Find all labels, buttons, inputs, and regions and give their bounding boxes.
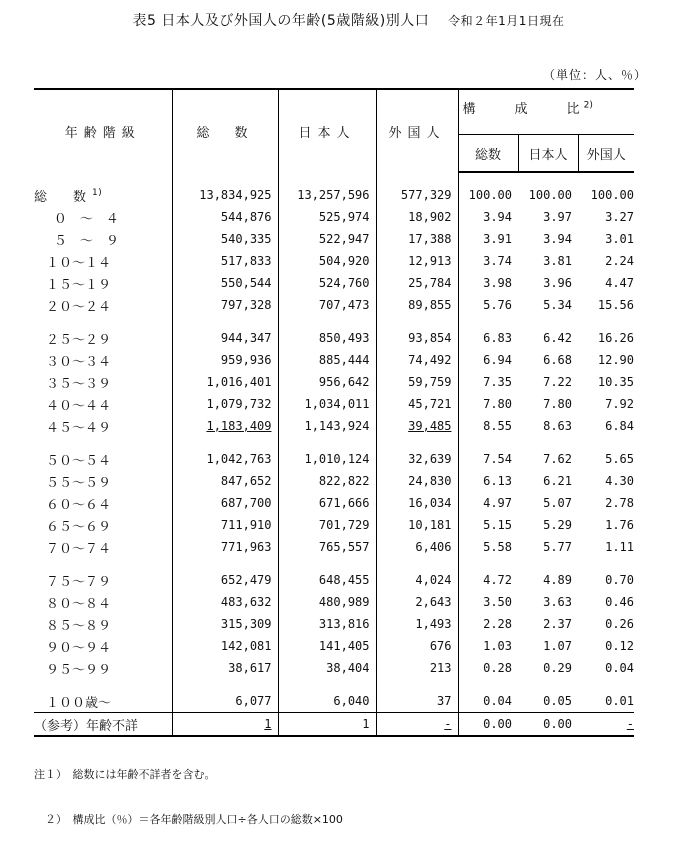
table-row (34, 613, 634, 635)
japanese-value: 822,822 (278, 470, 376, 492)
japanese-value: 1,010,124 (278, 448, 376, 470)
ratio-japanese-value: 5.29 (543, 518, 572, 532)
ratio-total-value: 5.76 (483, 298, 512, 312)
japanese-value: 1,143,924 (278, 415, 376, 437)
japanese-value: 504,920 (278, 250, 376, 272)
table-row (34, 228, 634, 250)
spacer-row (34, 316, 634, 327)
age-label: ８０～８４ (34, 591, 172, 613)
japanese-value: 141,405 (278, 635, 376, 657)
total-value: 771,963 (172, 536, 278, 558)
ratio-total-value: 3.50 (483, 595, 512, 609)
ratio-foreign-value: 10.35 (597, 375, 634, 389)
japanese-value: 13,257,596 (278, 184, 376, 206)
table-row (34, 184, 634, 206)
table-row (34, 349, 634, 371)
table-row (34, 569, 634, 591)
table-row (34, 327, 634, 349)
ratio-japanese-value: 7.80 (543, 397, 572, 411)
total-value: 711,910 (172, 514, 278, 536)
ratio-total-value: 7.54 (483, 452, 512, 466)
total-value: 944,347 (172, 327, 278, 349)
ratio-total-value: 2.28 (483, 617, 512, 631)
header-ratio-note: 2) (583, 100, 593, 111)
spacer-row (34, 437, 634, 448)
population-table (34, 88, 634, 737)
age-label: ３０～３４ (34, 349, 172, 371)
table-row (34, 272, 634, 294)
reference-date: 令和２年1月1日現在 (448, 14, 565, 28)
age-label: ０ ～ ４ (34, 206, 172, 228)
age-label: ４０～４４ (34, 393, 172, 415)
total-value: 652,479 (172, 569, 278, 591)
ratio-japanese-value: 0.00 (518, 713, 578, 737)
header-foreign: 外国人 (376, 89, 458, 172)
ratio-japanese-value: 6.42 (543, 331, 572, 345)
table-row (34, 371, 634, 393)
japanese-value: 1 (278, 713, 376, 737)
ratio-japanese-value: 3.81 (543, 254, 572, 268)
ratio-total-value: 0.00 (458, 713, 518, 737)
total-value: 1 (172, 713, 278, 737)
ratio-total-value: 5.58 (483, 540, 512, 554)
age-label: ２５～２９ (34, 327, 172, 349)
ratio-foreign-value: 1.76 (605, 518, 634, 532)
foreign-value: 2,643 (376, 591, 458, 613)
ratio-japanese-value: 3.94 (543, 232, 572, 246)
foreign-value: 37 (376, 690, 458, 713)
foreign-value: 213 (376, 657, 458, 679)
header-ratio-japanese: 日本人 (518, 135, 578, 173)
table-row (34, 591, 634, 613)
table-row (34, 250, 634, 272)
foreign-value: 676 (376, 635, 458, 657)
ratio-total-value: 0.04 (483, 694, 512, 708)
table-row (34, 635, 634, 657)
table-row (34, 713, 634, 737)
ratio-japanese-value: 5.77 (543, 540, 572, 554)
ratio-total-value: 6.94 (483, 353, 512, 367)
foreign-value: 577,329 (376, 184, 458, 206)
ratio-japanese-value: 8.63 (543, 419, 572, 433)
ratio-japanese-value: 5.07 (543, 496, 572, 510)
total-value: 1,079,732 (172, 393, 278, 415)
table-title (0, 10, 697, 30)
header-ratio (458, 89, 634, 135)
ratio-foreign-value: - (578, 713, 634, 737)
ratio-japanese-value: 3.97 (543, 210, 572, 224)
age-label: １００歳～ (34, 690, 172, 713)
footnote-2: ２） 構成比（％）＝各年齢階級別人口÷各人口の総数×100 (34, 813, 343, 826)
japanese-value: 524,760 (278, 272, 376, 294)
age-label: ２０～２４ (34, 294, 172, 316)
unit-label: （単位：人、％） (542, 68, 647, 82)
ratio-foreign-value: 15.56 (597, 298, 634, 312)
ratio-total-value: 7.80 (483, 397, 512, 411)
ratio-foreign-value: 0.01 (605, 694, 634, 708)
ratio-foreign-value: 6.84 (605, 419, 634, 433)
table-row (34, 448, 634, 470)
total-value: 847,652 (172, 470, 278, 492)
ratio-japanese-value: 2.37 (543, 617, 572, 631)
header-ratio-foreign: 外国人 (578, 135, 634, 173)
ratio-japanese-value: 0.05 (543, 694, 572, 708)
table-body (34, 172, 634, 736)
ratio-foreign-value: 4.30 (605, 474, 634, 488)
ratio-total-value: 3.91 (483, 232, 512, 246)
age-label: ７０～７４ (34, 536, 172, 558)
total-note: 1) (92, 188, 103, 199)
total-value: 544,876 (172, 206, 278, 228)
japanese-value: 885,444 (278, 349, 376, 371)
total-value: 13,834,925 (172, 184, 278, 206)
ratio-foreign-value: 0.26 (605, 617, 634, 631)
ratio-japanese-value: 5.34 (543, 298, 572, 312)
ratio-total-value: 0.28 (483, 661, 512, 675)
total-value: 1,183,409 (172, 415, 278, 437)
foreign-value: 18,902 (376, 206, 458, 228)
age-label (34, 184, 172, 206)
japanese-value: 671,666 (278, 492, 376, 514)
age-label: ５ ～ ９ (34, 228, 172, 250)
age-label: ３５～３９ (34, 371, 172, 393)
japanese-value: 522,947 (278, 228, 376, 250)
title-text: 表5 日本人及び外国人の年齢(5歳階級)別人口 (132, 13, 430, 29)
age-label: （参考）年齢不詳 (34, 713, 172, 737)
ratio-foreign-value: 0.70 (605, 573, 634, 587)
ratio-total-value: 3.94 (483, 210, 512, 224)
japanese-value: 765,557 (278, 536, 376, 558)
foreign-value: 39,485 (376, 415, 458, 437)
ratio-total-value: 100.00 (468, 188, 512, 202)
japanese-value: 313,816 (278, 613, 376, 635)
ratio-japanese-value: 4.89 (543, 573, 572, 587)
table-row (34, 206, 634, 228)
header-total: 総 数 (172, 89, 278, 172)
ratio-foreign-value: 2.78 (605, 496, 634, 510)
ratio-japanese-value: 7.62 (543, 452, 572, 466)
table-row (34, 294, 634, 316)
ratio-japanese-value: 1.07 (543, 639, 572, 653)
ratio-japanese-value: 3.63 (543, 595, 572, 609)
total-label: 総 数 (34, 189, 87, 205)
total-value: 315,309 (172, 613, 278, 635)
foreign-value: 12,913 (376, 250, 458, 272)
total-value: 550,544 (172, 272, 278, 294)
ratio-foreign-value: 0.46 (605, 595, 634, 609)
age-label: ７５～７９ (34, 569, 172, 591)
japanese-value: 38,404 (278, 657, 376, 679)
age-label: ９０～９４ (34, 635, 172, 657)
total-value: 38,617 (172, 657, 278, 679)
foreign-value: 24,830 (376, 470, 458, 492)
ratio-total-value: 3.98 (483, 276, 512, 290)
ratio-total-value: 3.74 (483, 254, 512, 268)
ratio-total-value: 4.72 (483, 573, 512, 587)
spacer-row (34, 679, 634, 690)
table-row (34, 690, 634, 713)
table-row (34, 492, 634, 514)
foreign-value: 32,639 (376, 448, 458, 470)
japanese-value: 956,642 (278, 371, 376, 393)
age-label: ９５～９９ (34, 657, 172, 679)
footnotes (34, 737, 343, 842)
foreign-value: 17,388 (376, 228, 458, 250)
foreign-value: 45,721 (376, 393, 458, 415)
age-label: １５～１９ (34, 272, 172, 294)
footnote-1: 注１） 総数には年齢不詳者を含む。 (34, 768, 216, 781)
japanese-value: 850,493 (278, 327, 376, 349)
total-value: 517,833 (172, 250, 278, 272)
header-age: 年齢階級 (34, 89, 172, 172)
ratio-total-value: 1.03 (483, 639, 512, 653)
foreign-value: 4,024 (376, 569, 458, 591)
table-row (34, 415, 634, 437)
total-value: 959,936 (172, 349, 278, 371)
japanese-value: 480,989 (278, 591, 376, 613)
ratio-total-value: 5.15 (483, 518, 512, 532)
ratio-total-value: 6.83 (483, 331, 512, 345)
spacer-row (34, 558, 634, 569)
foreign-value: 10,181 (376, 514, 458, 536)
header-ratio-label: 構 成 比 (462, 102, 580, 117)
ratio-foreign-value: 12.90 (597, 353, 634, 367)
foreign-value: 93,854 (376, 327, 458, 349)
total-value: 687,700 (172, 492, 278, 514)
ratio-foreign-value: 3.01 (605, 232, 634, 246)
table-row (34, 514, 634, 536)
ratio-total-value: 7.35 (483, 375, 512, 389)
age-label: ５０～５４ (34, 448, 172, 470)
table-row (34, 657, 634, 679)
table-row (34, 536, 634, 558)
ratio-total-value: 8.55 (483, 419, 512, 433)
japanese-value: 707,473 (278, 294, 376, 316)
ratio-japanese-value: 0.29 (543, 661, 572, 675)
japanese-value: 701,729 (278, 514, 376, 536)
age-label: ６０～６４ (34, 492, 172, 514)
total-value: 1,042,763 (172, 448, 278, 470)
foreign-value: 16,034 (376, 492, 458, 514)
ratio-japanese-value: 6.68 (543, 353, 572, 367)
age-label: ４５～４９ (34, 415, 172, 437)
age-label: ８５～８９ (34, 613, 172, 635)
ratio-japanese-value: 100.00 (528, 188, 572, 202)
japanese-value: 6,040 (278, 690, 376, 713)
header-ratio-total: 総数 (458, 135, 518, 173)
foreign-value: 25,784 (376, 272, 458, 294)
ratio-foreign-value: 16.26 (597, 331, 634, 345)
japanese-value: 1,034,011 (278, 393, 376, 415)
total-value: 1,016,401 (172, 371, 278, 393)
ratio-foreign-value: 1.11 (605, 540, 634, 554)
ratio-foreign-value: 2.24 (605, 254, 634, 268)
ratio-japanese-value: 3.96 (543, 276, 572, 290)
foreign-value: 1,493 (376, 613, 458, 635)
age-label: ５５～５９ (34, 470, 172, 492)
ratio-foreign-value: 5.65 (605, 452, 634, 466)
total-value: 483,632 (172, 591, 278, 613)
foreign-value: - (376, 713, 458, 737)
ratio-total-value: 6.13 (483, 474, 512, 488)
japanese-value: 648,455 (278, 569, 376, 591)
ratio-total-value: 4.97 (483, 496, 512, 510)
ratio-japanese-value: 7.22 (543, 375, 572, 389)
total-value: 797,328 (172, 294, 278, 316)
ratio-foreign-value: 3.27 (605, 210, 634, 224)
ratio-foreign-value: 0.12 (605, 639, 634, 653)
ratio-foreign-value: 7.92 (605, 397, 634, 411)
japanese-value: 525,974 (278, 206, 376, 228)
table-row (34, 393, 634, 415)
ratio-foreign-value: 4.47 (605, 276, 634, 290)
header-japanese: 日本人 (278, 89, 376, 172)
age-label: １０～１４ (34, 250, 172, 272)
table-row (34, 470, 634, 492)
foreign-value: 74,492 (376, 349, 458, 371)
foreign-value: 6,406 (376, 536, 458, 558)
age-label: ６５～６９ (34, 514, 172, 536)
ratio-foreign-value: 0.04 (605, 661, 634, 675)
foreign-value: 89,855 (376, 294, 458, 316)
foreign-value: 59,759 (376, 371, 458, 393)
total-value: 540,335 (172, 228, 278, 250)
ratio-foreign-value: 100.00 (590, 188, 634, 202)
spacer-row (34, 172, 634, 184)
total-value: 6,077 (172, 690, 278, 713)
ratio-japanese-value: 6.21 (543, 474, 572, 488)
total-value: 142,081 (172, 635, 278, 657)
